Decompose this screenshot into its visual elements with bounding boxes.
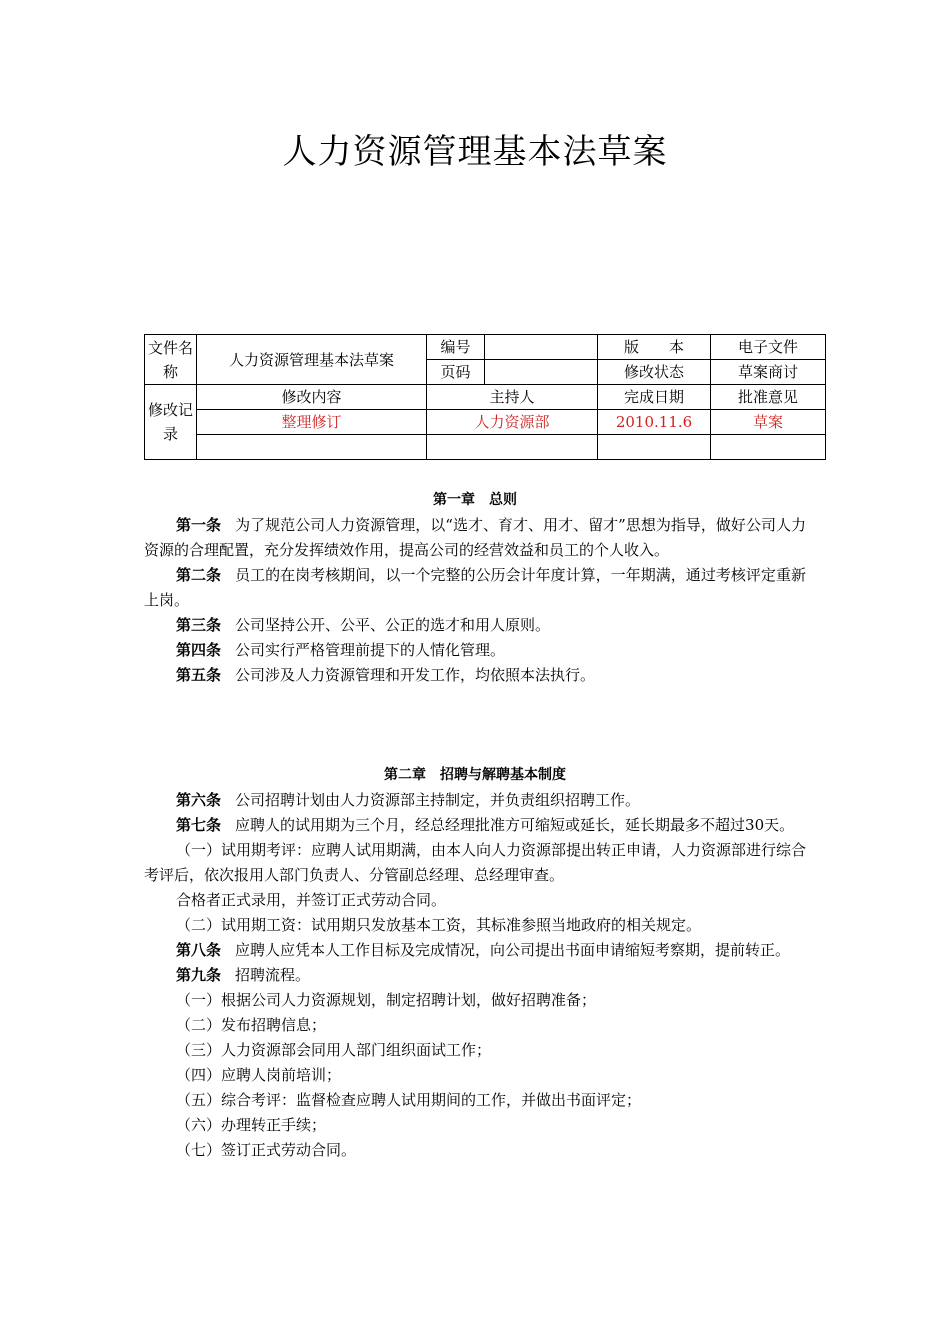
revision-content: 整理修订 xyxy=(197,410,427,435)
article-8 xyxy=(144,938,806,963)
article-2 xyxy=(144,563,806,613)
document-title: 人力资源管理基本法草案 xyxy=(282,132,668,172)
article-label: 第七条 xyxy=(176,816,222,834)
recruit-step: （一）根据公司人力资源规划，制定招聘计划，做好招聘准备； xyxy=(176,991,597,1009)
article-label: 第六条 xyxy=(176,791,222,809)
article-label: 第一条 xyxy=(176,516,222,534)
document-info-table xyxy=(144,334,826,460)
article-text: 招聘流程。 xyxy=(235,966,311,984)
recruit-step: （二）发布招聘信息； xyxy=(176,1016,327,1034)
col-complete-date: 完成日期 xyxy=(598,385,711,410)
article-6 xyxy=(144,788,806,813)
recruit-step: （五）综合考评：监督检查应聘人试用期间的工作，并做出书面评定； xyxy=(176,1091,642,1109)
article-text: 应聘人的试用期为三个月，经总经理批准方可缩短或延长，延长期最多不超过30天。 xyxy=(235,816,795,834)
col-host: 主持人 xyxy=(427,385,598,410)
article-text: 公司实行严格管理前提下的人情化管理。 xyxy=(235,641,506,659)
article-4 xyxy=(144,638,806,663)
article-text: 公司涉及人力资源管理和开发工作，均依照本法执行。 xyxy=(235,666,596,684)
recruit-step: （四）应聘人岗前培训； xyxy=(176,1066,342,1084)
article-7-item-1: （一）试用期考评：应聘人试用期满，由本人向人力资源部提出转正申请，人力资源部进行综合考评后，依次报用人部门负责人、分管副总经理、总经理审查。 xyxy=(144,841,807,884)
revision-opinion: 草案 xyxy=(711,410,826,435)
revision-date: 2010.11.6 xyxy=(598,410,711,435)
document-body xyxy=(144,488,806,688)
article-label: 第八条 xyxy=(176,941,222,959)
article-7-note: 合格者正式录用，并签订正式劳动合同。 xyxy=(176,891,447,909)
article-label: 第九条 xyxy=(176,966,222,984)
number-label: 编号 xyxy=(427,335,485,360)
recruit-step: （六）办理转正手续； xyxy=(176,1116,327,1134)
article-text: 为了规范公司人力资源管理，以“选才、育才、用才、留才”思想为指导，做好公司人力资源的合理配置，充分发挥绩效作用，提高公司的经营效益和员工的个人收入。 xyxy=(144,516,806,559)
article-7 xyxy=(144,813,806,838)
revision-record-label: 修改记录 xyxy=(145,385,197,460)
article-3 xyxy=(144,613,806,638)
recruit-step: （三）人力资源部会同用人部门组织面试工作； xyxy=(176,1041,492,1059)
page-label: 页码 xyxy=(427,360,485,385)
status-label: 修改状态 xyxy=(598,360,711,385)
article-1 xyxy=(144,513,806,563)
empty-cell xyxy=(197,435,427,460)
recruit-step: （七）签订正式劳动合同。 xyxy=(176,1141,357,1159)
article-7-item-2: （二）试用期工资：试用期只发放基本工资，其标准参照当地政府的相关规定。 xyxy=(176,916,702,934)
chapter-2-body xyxy=(144,763,806,1163)
article-text: 公司坚持公开、公平、公正的选才和用人原则。 xyxy=(235,616,551,634)
col-revision-content: 修改内容 xyxy=(197,385,427,410)
article-text: 公司招聘计划由人力资源部主持制定，并负责组织招聘工作。 xyxy=(235,791,641,809)
page-value xyxy=(485,360,598,385)
article-text: 员工的在岗考核期间，以一个完整的公历会计年度计算，一年期满，通过考核评定重新上岗。 xyxy=(144,566,806,609)
number-value xyxy=(485,335,598,360)
article-label: 第五条 xyxy=(176,666,222,684)
article-label: 第二条 xyxy=(176,566,222,584)
col-approval: 批准意见 xyxy=(711,385,826,410)
empty-cell xyxy=(427,435,598,460)
chapter-2-heading: 第二章 招聘与解聘基本制度 xyxy=(384,767,566,783)
status-value: 草案商讨 xyxy=(711,360,826,385)
article-label: 第三条 xyxy=(176,616,222,634)
revision-host: 人力资源部 xyxy=(427,410,598,435)
version-label: 版 本 xyxy=(598,335,711,360)
empty-cell xyxy=(711,435,826,460)
article-9 xyxy=(144,963,806,988)
file-name-label: 文件名称 xyxy=(145,335,197,385)
version-value: 电子文件 xyxy=(711,335,826,360)
article-5 xyxy=(144,663,806,688)
article-text: 应聘人应凭本人工作目标及完成情况，向公司提出书面申请缩短考察期，提前转正。 xyxy=(235,941,791,959)
article-label: 第四条 xyxy=(176,641,222,659)
empty-cell xyxy=(598,435,711,460)
chapter-1-heading: 第一章 总则 xyxy=(433,492,517,508)
file-name-value: 人力资源管理基本法草案 xyxy=(197,335,427,385)
